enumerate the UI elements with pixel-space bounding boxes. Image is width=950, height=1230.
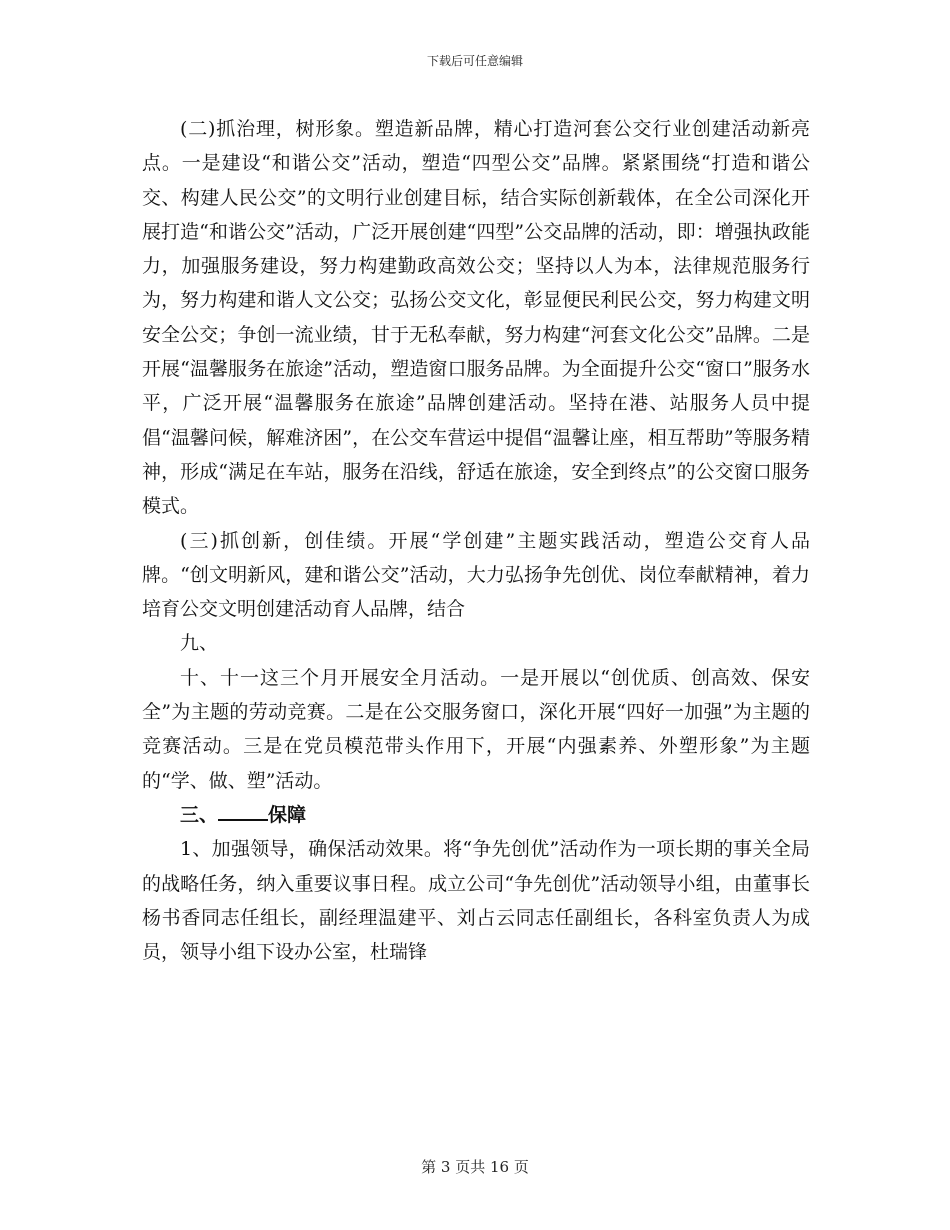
paragraph-governance: (二)抓治理，树形象。塑造新品牌，精心打造河套公交行业创建活动新亮点。一是建设“和谐公交”活动，塑造“四型公交”品牌。紧紧围绕“打造和谐公交、构建人民公交”的文明行业创建目标，结合实际创新载体，在全公司深化开展打造“和谐公交”活动，广泛开展创建“四型”公交品牌的活动，即：增强执政能力，加强服务建设，努力构建勤政高效公交；坚持以人为本，法律规范服务行为，努力构建和谐人文公交；弘扬公交文化，彰显便民利民公交，努力构建文明安全公交；争创一流业绩，甘于无私奉献，努力构建“河套文化公交”品牌。二是开展“温馨服务在旅途”活动，塑造窗口服务品牌。为全面提升公交“窗口”服务水平，广泛开展“温馨服务在旅途”品牌创建活动。坚持在港、站服务人员中提倡“温馨问候，解难济困”，在公交车营运中提倡“温馨让座，相互帮助”等服务精神，形成“满足在车站，服务在沿线，舒适在旅途，安全到终点”的公交窗口服务模式。	[142, 118, 810, 518]
paragraph-nine: 九、	[180, 632, 219, 655]
section-heading-guarantee	[142, 798, 810, 832]
blank-underline	[218, 801, 268, 821]
page-header: 下载后可任意编辑	[426, 54, 523, 68]
paragraph-safety-month: 十、十一这三个月开展安全月活动。一是开展以“创优质、创高效、保安全”为主题的劳动竞赛。二是在公交服务窗口，深化开展“四好一加强”为主题的竞赛活动。三是在党员模范带头作用下，开展“内强素养、外塑形象”为主题的“学、做、塑”活动。	[142, 666, 810, 792]
document-body	[142, 112, 810, 969]
page-footer: 第 3 页共 16 页	[421, 1158, 529, 1176]
heading-suffix: 保障	[268, 803, 307, 826]
paragraph-leadership: 1、加强领导，确保活动效果。将“争先创优”活动作为一项长期的事关全局的战略任务，纳入重要议事日程。成立公司“争先创优”活动领导小组，由董事长杨书香同志任组长，副经理温建平、刘占云同志任副组长，各科室负责人为成员，领导小组下设办公室，杜瑞锋	[142, 838, 810, 964]
paragraph-innovation: (三)抓创新，创佳绩。开展“学创建”主题实践活动，塑造公交育人品牌。“创文明新风，建和谐公交”活动，大力弘扬争先创优、岗位奉献精神，着力培育公交文明创建活动育人品牌，结合	[142, 529, 810, 621]
heading-prefix: 三、	[180, 803, 219, 826]
